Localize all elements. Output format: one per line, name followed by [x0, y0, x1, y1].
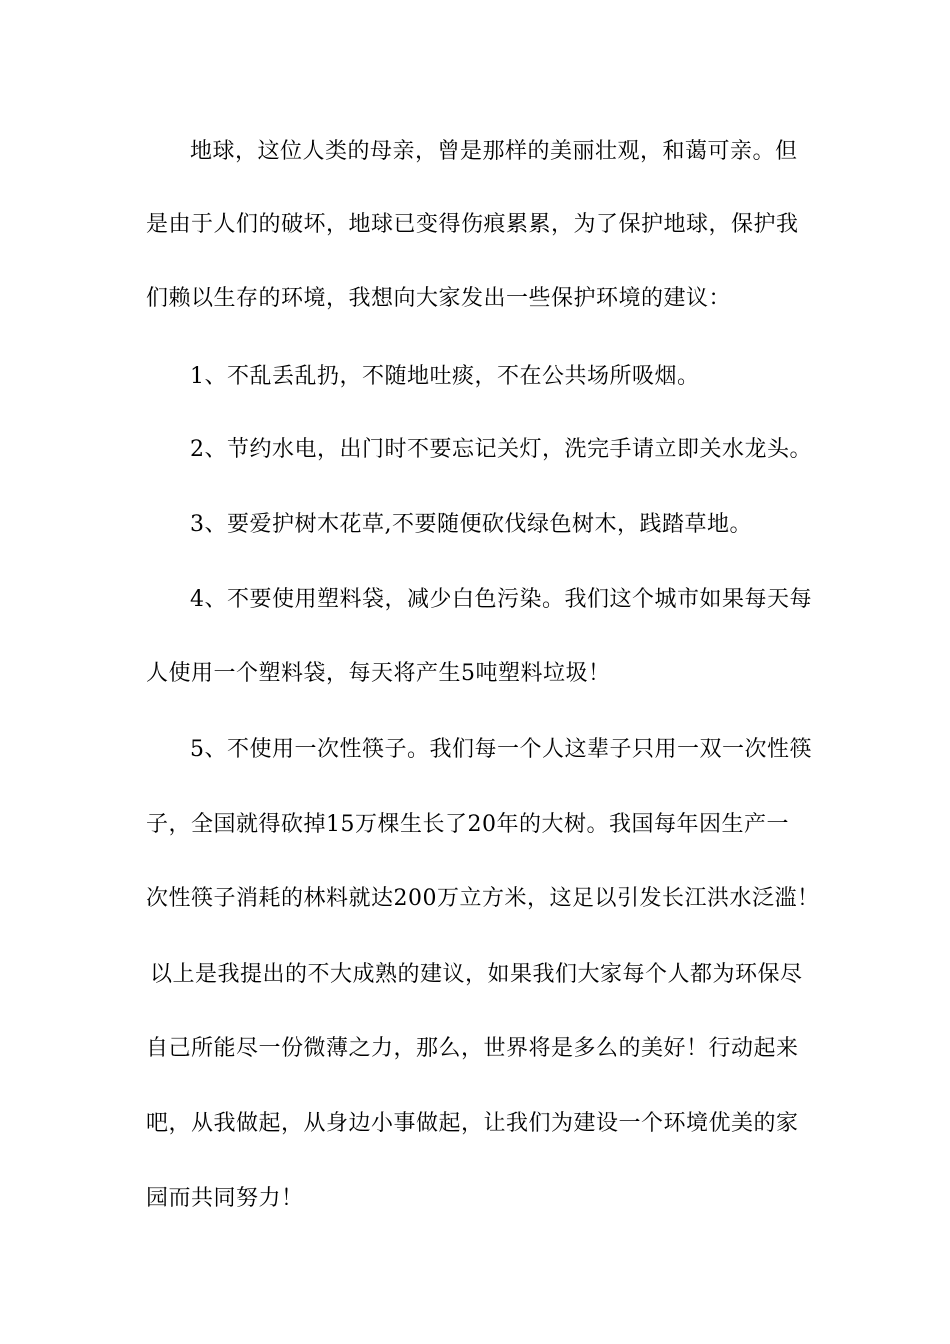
conclusion-line-2: 自己所能尽一份微薄之力，那么，世界将是多么的美好！行动起来 [146, 1036, 799, 1061]
suggestion-5-line-2: 子，全国就得砍掉15万棵生长了20年的大树。我国每年因生产一 [146, 812, 789, 837]
suggestion-5-line-1: 5、不使用一次性筷子。我们每一个人这辈子只用一双一次性筷 [190, 737, 812, 762]
paragraph-intro-line-2: 是由于人们的破坏，地球已变得伤痕累累，为了保护地球，保护我 [146, 212, 799, 237]
suggestion-5-line-3: 次性筷子消耗的林料就达200万立方米，这足以引发长江洪水泛滥！ [146, 886, 820, 911]
conclusion-line-4: 园而共同努力！ [146, 1186, 304, 1211]
suggestion-1-line-1: 1、不乱丢乱扔，不随地吐痰，不在公共场所吸烟。 [190, 364, 700, 389]
conclusion-line-3: 吧，从我做起，从身边小事做起，让我们为建设一个环境优美的家 [146, 1111, 799, 1136]
conclusion-line-1: 以上是我提出的不大成熟的建议，如果我们大家每个人都为环保尽 [150, 962, 803, 987]
suggestion-4-line-2: 人使用一个塑料袋，每天将产生5吨塑料垃圾！ [146, 661, 611, 686]
paragraph-intro-line-3: 们赖以生存的环境，我想向大家发出一些保护环境的建议： [146, 286, 732, 311]
paragraph-intro-line-1: 地球，这位人类的母亲，曾是那样的美丽壮观，和蔼可亲。但 [190, 139, 798, 164]
suggestion-3-line-1: 3、要爱护树木花草,不要随便砍伐绿色树木，践踏草地。 [190, 512, 752, 537]
suggestion-4-line-1: 4、不要使用塑料袋，减少白色污染。我们这个城市如果每天每 [190, 587, 812, 612]
suggestion-2-line-1: 2、节约水电，出门时不要忘记关灯，洗完手请立即关水龙头。 [190, 437, 812, 462]
